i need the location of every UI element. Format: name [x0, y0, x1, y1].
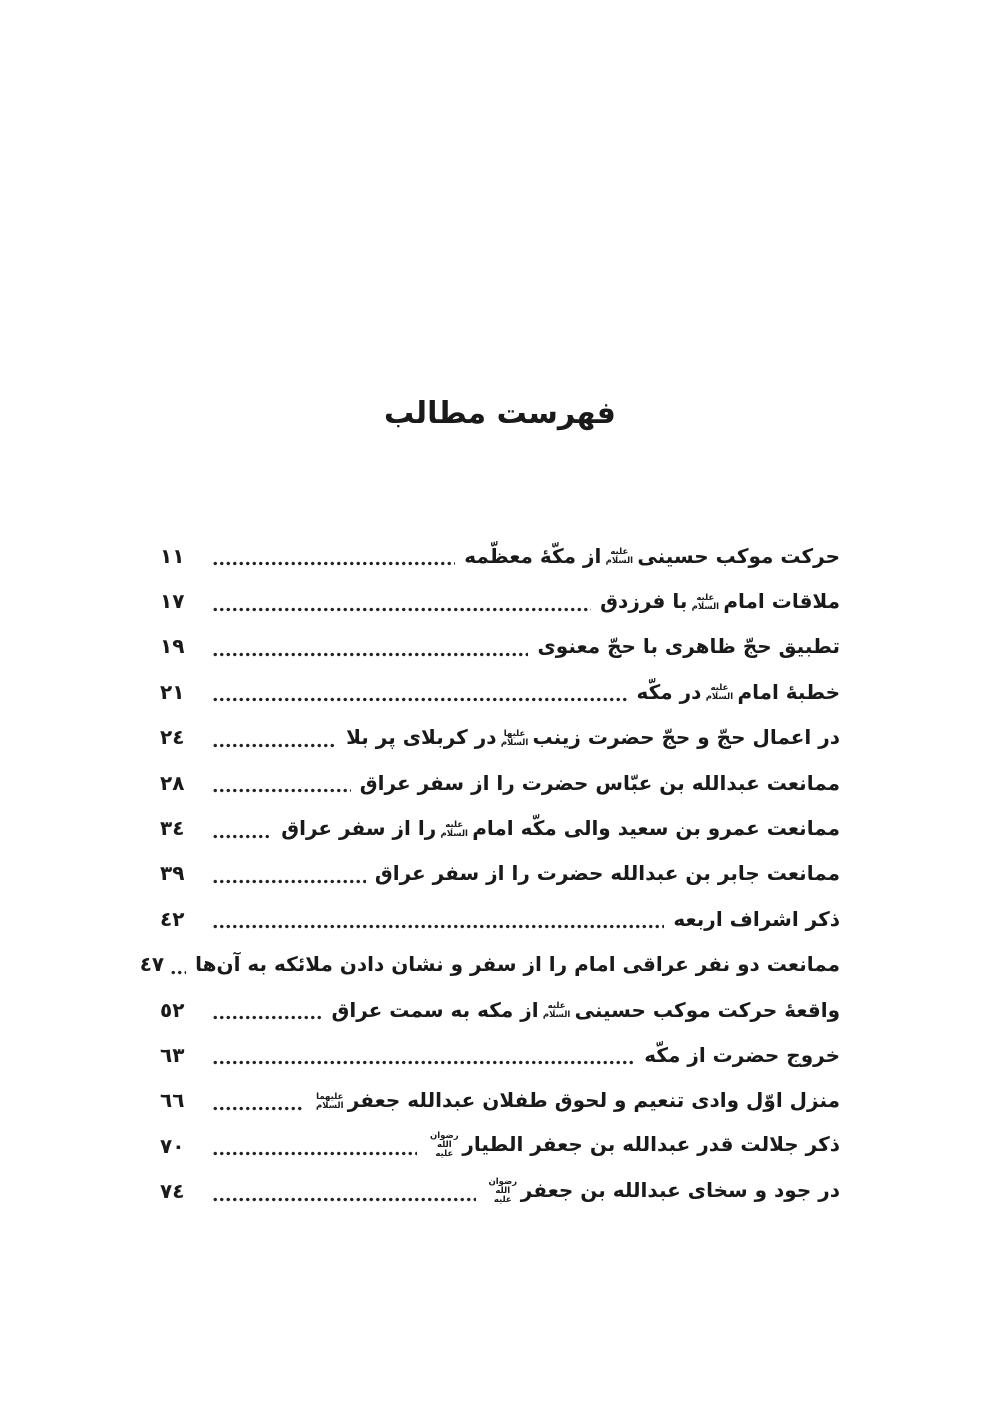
page-number: ٣٤ — [160, 816, 185, 841]
honorific-mark: رضوان الله علیه — [430, 1131, 459, 1160]
toc-entry — [160, 805, 840, 850]
toc-entry — [160, 851, 840, 896]
dot-leader — [212, 743, 337, 748]
entry-post: از مکّۀ معظّمه — [464, 543, 602, 568]
dot-leader — [212, 1060, 635, 1065]
toc-entry — [160, 669, 840, 714]
entry-text — [195, 952, 840, 976]
entry-post: با فرزدق — [600, 589, 688, 614]
toc-list — [139, 533, 840, 1214]
page-number: ٢٤ — [160, 725, 185, 750]
toc-entry — [160, 715, 840, 760]
page-number: ٣٩ — [160, 861, 185, 886]
entry-post: در کربلای پر بلا — [346, 725, 497, 750]
entry-pre: منزل اوّل وادی تنعیم و لحوق طفلان عبدالله جعفر — [347, 1088, 840, 1113]
entry-text — [600, 589, 840, 613]
toc-entry — [160, 624, 840, 669]
dot-leader — [212, 1015, 323, 1020]
entry-pre: حرکت موکب حسینی — [637, 543, 840, 568]
toc-entry — [160, 1078, 840, 1123]
page-number: ٦٣ — [160, 1042, 185, 1067]
toc-entry — [160, 987, 840, 1032]
entry-text — [346, 725, 840, 749]
entry-text — [464, 544, 840, 568]
entry-pre: خروج حضرت از مکّه — [644, 1042, 840, 1067]
entry-post: در مکّه — [636, 679, 702, 704]
honorific-mark: علیه السلام — [542, 1001, 571, 1021]
dot-leader — [212, 879, 366, 884]
entry-post: از مکه به سمت عراق — [331, 997, 539, 1022]
entry-post: را از سفر عراق — [281, 816, 437, 841]
toc-entry — [160, 578, 840, 623]
entry-pre: ملاقات امام — [723, 589, 840, 614]
toc-entry — [160, 533, 840, 578]
page-number: ٢١ — [160, 679, 185, 704]
entry-text — [485, 1178, 840, 1205]
page-number: ١٧ — [160, 589, 185, 614]
entry-text — [426, 1132, 840, 1159]
entry-pre: ذکر اشراف اربعه — [673, 906, 840, 931]
page-number: ٢٨ — [160, 770, 185, 795]
entry-pre: ذکر جلالت قدر عبدالله بن جعفر الطیار — [462, 1132, 840, 1157]
dot-leader — [212, 561, 455, 566]
dot-leader — [170, 970, 186, 975]
toc-entry — [160, 1032, 840, 1077]
page-number: ٧٤ — [160, 1179, 185, 1204]
honorific-mark: رضوان الله علیه — [488, 1176, 518, 1205]
entry-text — [637, 680, 840, 704]
honorific-mark: علیه السلام — [691, 592, 720, 612]
honorific-mark: علیهما السلام — [316, 1091, 344, 1111]
dot-leader — [212, 1106, 303, 1111]
dot-leader — [212, 788, 351, 793]
toc-entry — [139, 942, 840, 987]
entry-text — [375, 861, 840, 885]
page-number: ٧٠ — [160, 1133, 185, 1158]
dot-leader — [212, 924, 664, 929]
dot-leader — [212, 697, 628, 702]
entry-pre: ممانعت عمرو بن سعید والی مکّه امام — [472, 816, 840, 841]
dot-leader — [212, 607, 591, 612]
entry-text — [281, 816, 840, 840]
entry-pre: ممانعت عبدالله بن عبّاس حضرت را از سفر عراق — [359, 770, 840, 795]
entry-pre: خطبۀ امام — [737, 679, 840, 704]
entry-pre: ممانعت دو نفر عراقی امام را از سفر و نشان دادن ملائکه به آن‌ها — [195, 952, 840, 977]
toc-entry — [160, 760, 840, 805]
dot-leader — [212, 1197, 476, 1202]
entry-pre: ممانعت جابر بن عبدالله حضرت را از سفر عراق — [374, 861, 840, 886]
entry-text — [537, 634, 840, 658]
entry-text — [360, 771, 840, 795]
entry-pre: تطبیق حجّ ظاهری با حجّ معنوی — [537, 634, 840, 659]
page-number: ٤٧ — [139, 952, 165, 977]
page-number: ١١ — [160, 543, 185, 568]
toc-title: فهرست مطالب — [384, 396, 616, 431]
honorific-mark: علیه السلام — [440, 819, 468, 839]
toc-entry — [160, 1168, 840, 1213]
entry-text — [312, 1088, 840, 1112]
honorific-mark: علیه السلام — [705, 683, 734, 703]
entry-pre: در جود و سخای عبدالله بن جعفر — [520, 1177, 840, 1202]
toc-entry — [160, 1123, 840, 1168]
entry-pre: واقعۀ حرکت موکب حسینی — [574, 997, 840, 1022]
entry-text — [644, 1043, 840, 1067]
dot-leader — [212, 834, 272, 839]
page-number: ٦٦ — [160, 1088, 185, 1113]
page-number: ٤٢ — [160, 906, 185, 931]
dot-leader — [212, 652, 528, 657]
page-number: ٥٢ — [160, 997, 185, 1022]
entry-text — [673, 907, 840, 931]
dot-leader — [212, 1151, 417, 1156]
page-number: ١٩ — [160, 634, 185, 659]
honorific-mark: علیها السلام — [500, 728, 529, 748]
toc-entry — [160, 896, 840, 941]
entry-text — [332, 998, 841, 1022]
entry-pre: در اعمال حجّ و حجّ حضرت زینب — [532, 725, 840, 750]
honorific-mark: علیه السلام — [605, 547, 634, 567]
